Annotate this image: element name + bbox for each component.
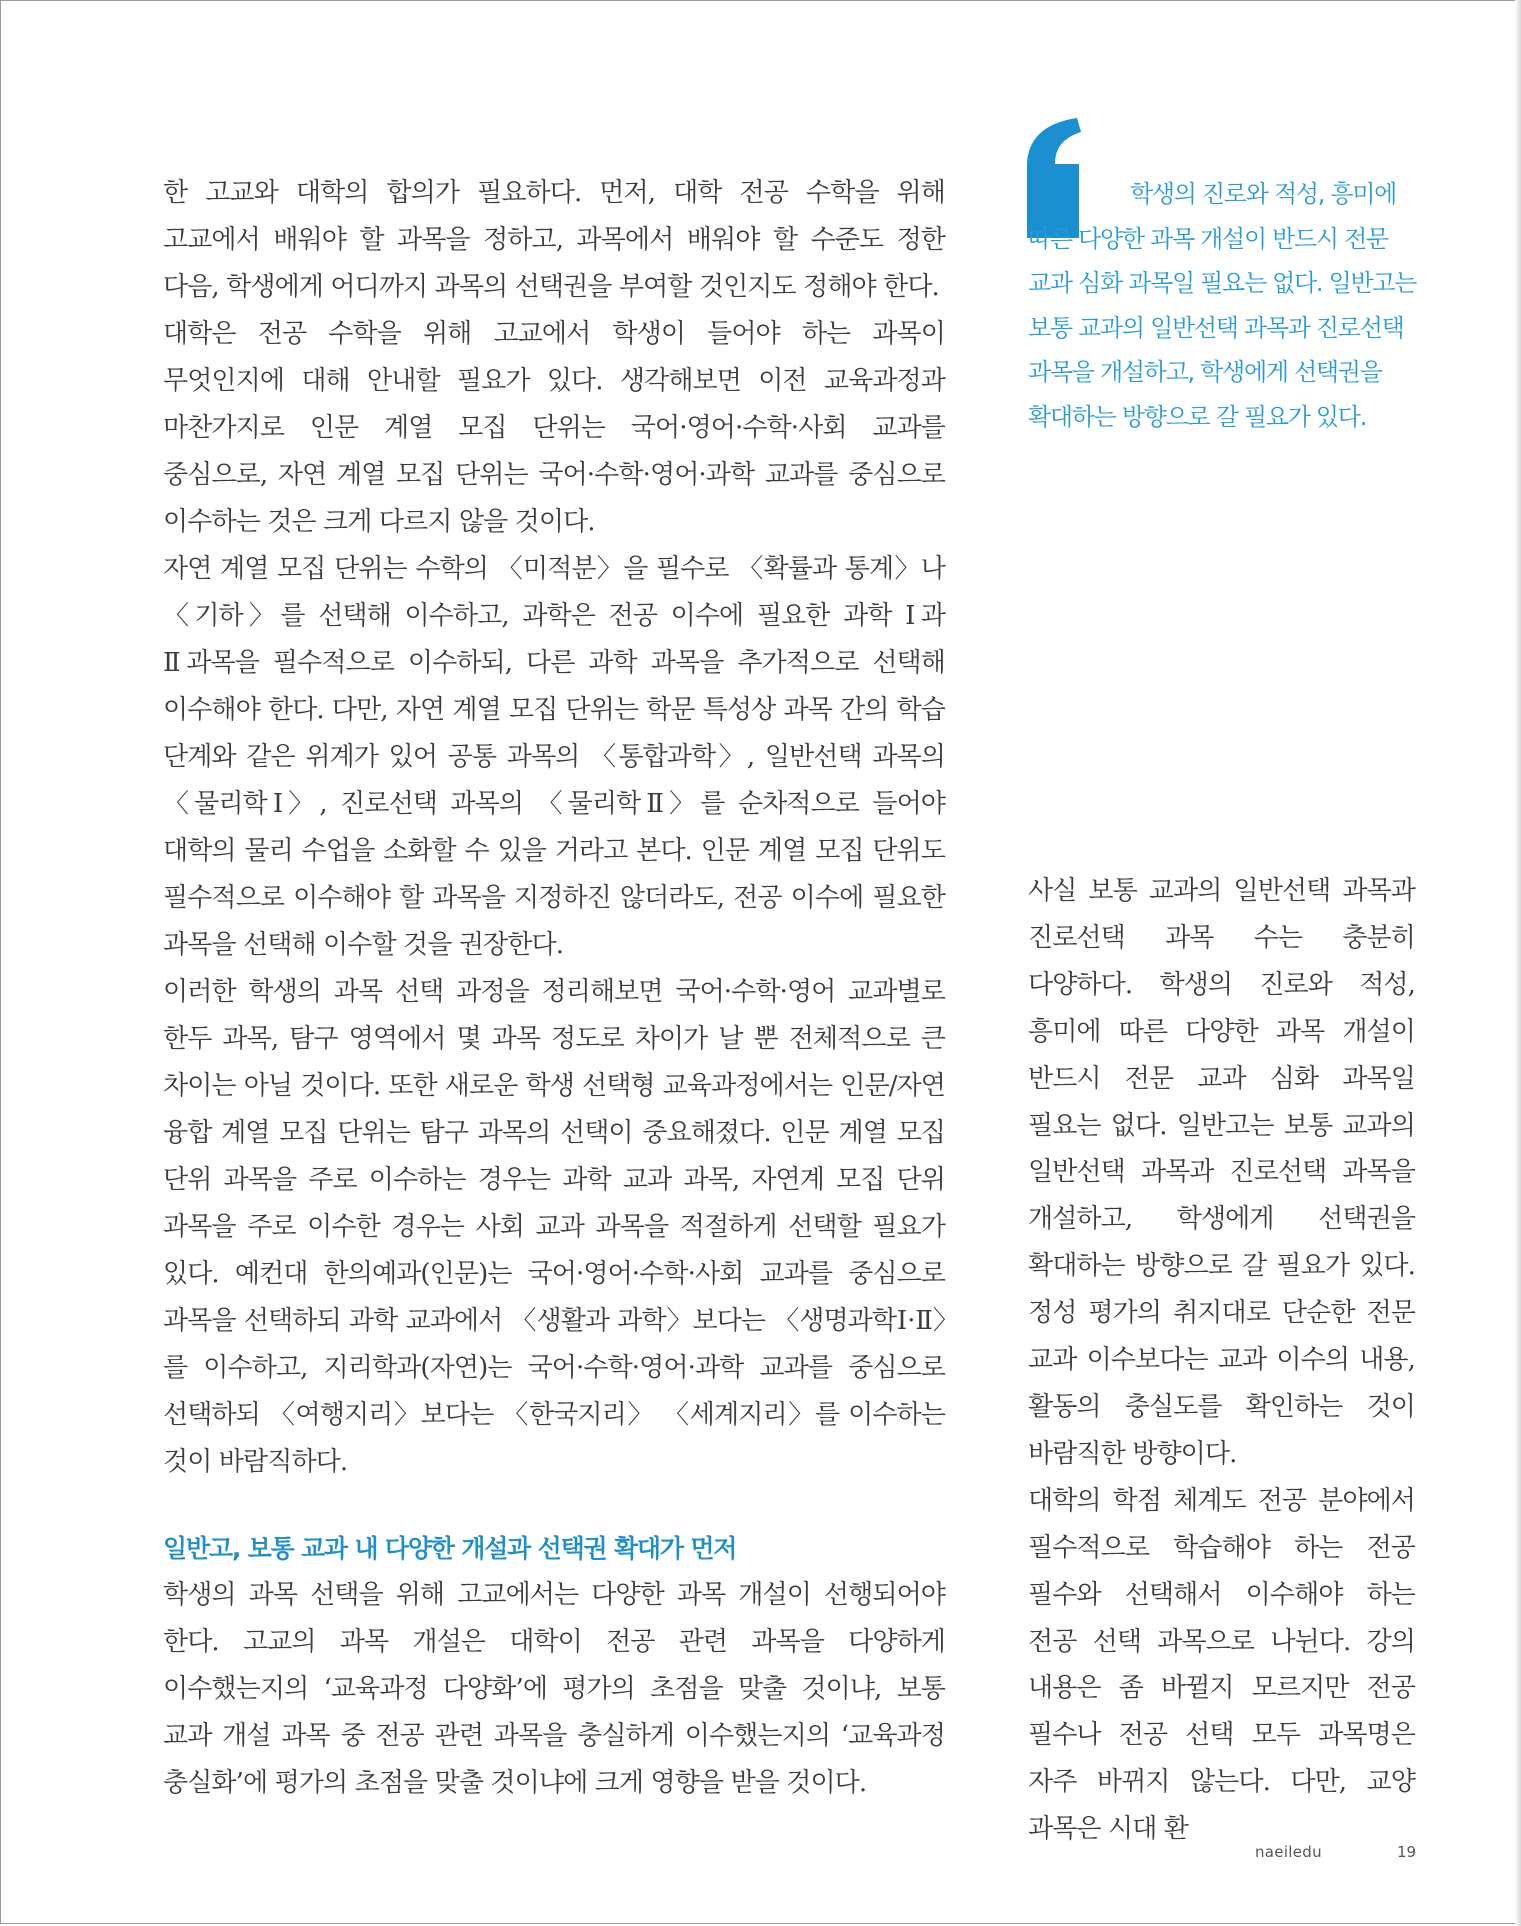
main-text-column [163, 170, 945, 1807]
body-paragraph: 이러한 학생의 과목 선택 과정을 정리해보면 국어·수학·영어 교과별로 한두 과목, 탐구 영역에서 몇 과목 정도로 차이가 날 뿐 전체적으로 큰 차이는 아닐 것이다. 또한 새로운 학생 선택형 교육과정에서는 인문/자연 융합 계열 모집 단위는 탐구 과목의 선택이 중요해졌다. 인문 계열 모집 단위 과목을 주로 이수하는 경우는 과학 교과 과목, 자연계 모집 단위 과목을 주로 이수한 경우는 사회 교과 과목을 적절하게 선택할 필요가 있다. 예컨대 한의예과(인문)는 국어·영어·수학·사회 교과를 중심으로 과목을 선택하되 과학 교과에서 〈생활과 과학〉보다는 〈생명과학Ⅰ·Ⅱ〉를 이수하고, 지리학과(자연)는 국어·수학·영어·과학 교과를 중심으로 선택하되 〈여행지리〉보다는 〈한국지리〉 〈세계지리〉를 이수하는 것이 바람직하다. [163, 977, 945, 1477]
side-paragraph: 사실 보통 교과의 일반선택 과목과 진로선택 과목 수는 충분히 다양하다. 학생의 진로와 적성, 흥미에 따른 다양한 과목 개설이 반드시 전문 교과 심화 과목일 필요는 없다. 일반고는 보통 교과의 일반선택 과목과 진로선택 과목을 개설하고, 학생에게 선택권을 확대하는 방향으로 갈 필요가 있다. 정성 평가의 취지대로 단순한 전문 교과 이수보다는 교과 이수의 내용, 활동의 충실도를 확인하는 것이 바람직한 방향이다. [1028, 876, 1415, 1469]
publication-name: naeiledu [1255, 1843, 1322, 1861]
body-paragraph: 자연 계열 모집 단위는 수학의 〈미적분〉을 필수로 〈확률과 통계〉나 〈기하〉를 선택해 이수하고, 과학은 전공 이수에 필요한 과학 Ⅰ과 Ⅱ과목을 필수적으로 이수하되, 다른 과학 과목을 추가적으로 선택해 이수해야 한다. 다만, 자연 계열 모집 단위는 학문 특성상 과목 간의 학습 단계와 같은 위계가 있어 공통 과목의 〈통합과학〉, 일반선택 과목의 〈물리학Ⅰ〉, 진로선택 과목의 〈물리학Ⅱ〉를 순차적으로 들어야 대학의 물리 수업을 소화할 수 있을 거라고 본다. 인문 계열 모집 단위도 필수적으로 이수해야 할 과목을 지정하진 않더라도, 전공 이수에 필요한 과목을 선택해 이수할 것을 권장한다. [163, 554, 945, 960]
side-text-column [1028, 868, 1415, 1853]
body-paragraph: 대학은 전공 수학을 위해 고교에서 학생이 들어야 하는 과목이 무엇인지에 대해 안내할 필요가 있다. 생각해보면 이전 교육과정과 마찬가지로 인문 계열 모집 단위는 국어·영어·수학·사회 교과를 중심으로, 자연 계열 모집 단위는 국어·수학·영어·과학 교과를 중심으로 이수하는 것은 크게 다르지 않을 것이다. [163, 319, 945, 537]
body-paragraph: 학생의 과목 선택을 위해 고교에서는 다양한 과목 개설이 선행되어야 한다. 고교의 과목 개설은 대학이 전공 관련 과목을 다양하게 이수했는지의 ‘교육과정 다양화’에 평가의 초점을 맞출 것이냐, 보통 교과 개설 과목 중 전공 관련 과목을 충실하게 이수했는지의 ‘교육과정 충실화’에 평가의 초점을 맞출 것이냐에 크게 영향을 받을 것이다. [163, 1580, 945, 1798]
body-paragraph: 한 고교와 대학의 합의가 필요하다. 먼저, 대학 전공 수학을 위해 고교에서 배워야 할 과목을 정하고, 과목에서 배워야 할 수준도 정한 다음, 학생에게 어디까지 과목의 선택권을 부여할 것인지도 정해야 한다. [163, 178, 945, 302]
page-edge-shadow [1515, 0, 1521, 1926]
side-paragraph: 대학의 학점 체계도 전공 분야에서 필수적으로 학습해야 하는 전공 필수와 선택해서 이수해야 하는 전공 선택 과목으로 나뉜다. 강의 내용은 좀 바뀔지 모르지만 전공 필수나 전공 선택 모두 과목명은 자주 바뀌지 않는다. 다만, 교양 과목은 시대 환 [1028, 1485, 1415, 1845]
pull-quote-text: 학생의 진로와 적성, 흥미에 따른 다양한 과목 개설이 반드시 전문 교과 심화 과목일 필요는 없다. 일반고는 보통 교과의 일반선택 과목과 진로선택 과목을 개설하고, 학생에게 선택권을 확대하는 방향으로 갈 필요가 있다. [1028, 180, 1417, 431]
page-number: 19 [1397, 1843, 1417, 1861]
section-heading: 일반고, 보통 교과 내 다양한 개설과 선택권 확대가 먼저 [163, 1534, 737, 1563]
